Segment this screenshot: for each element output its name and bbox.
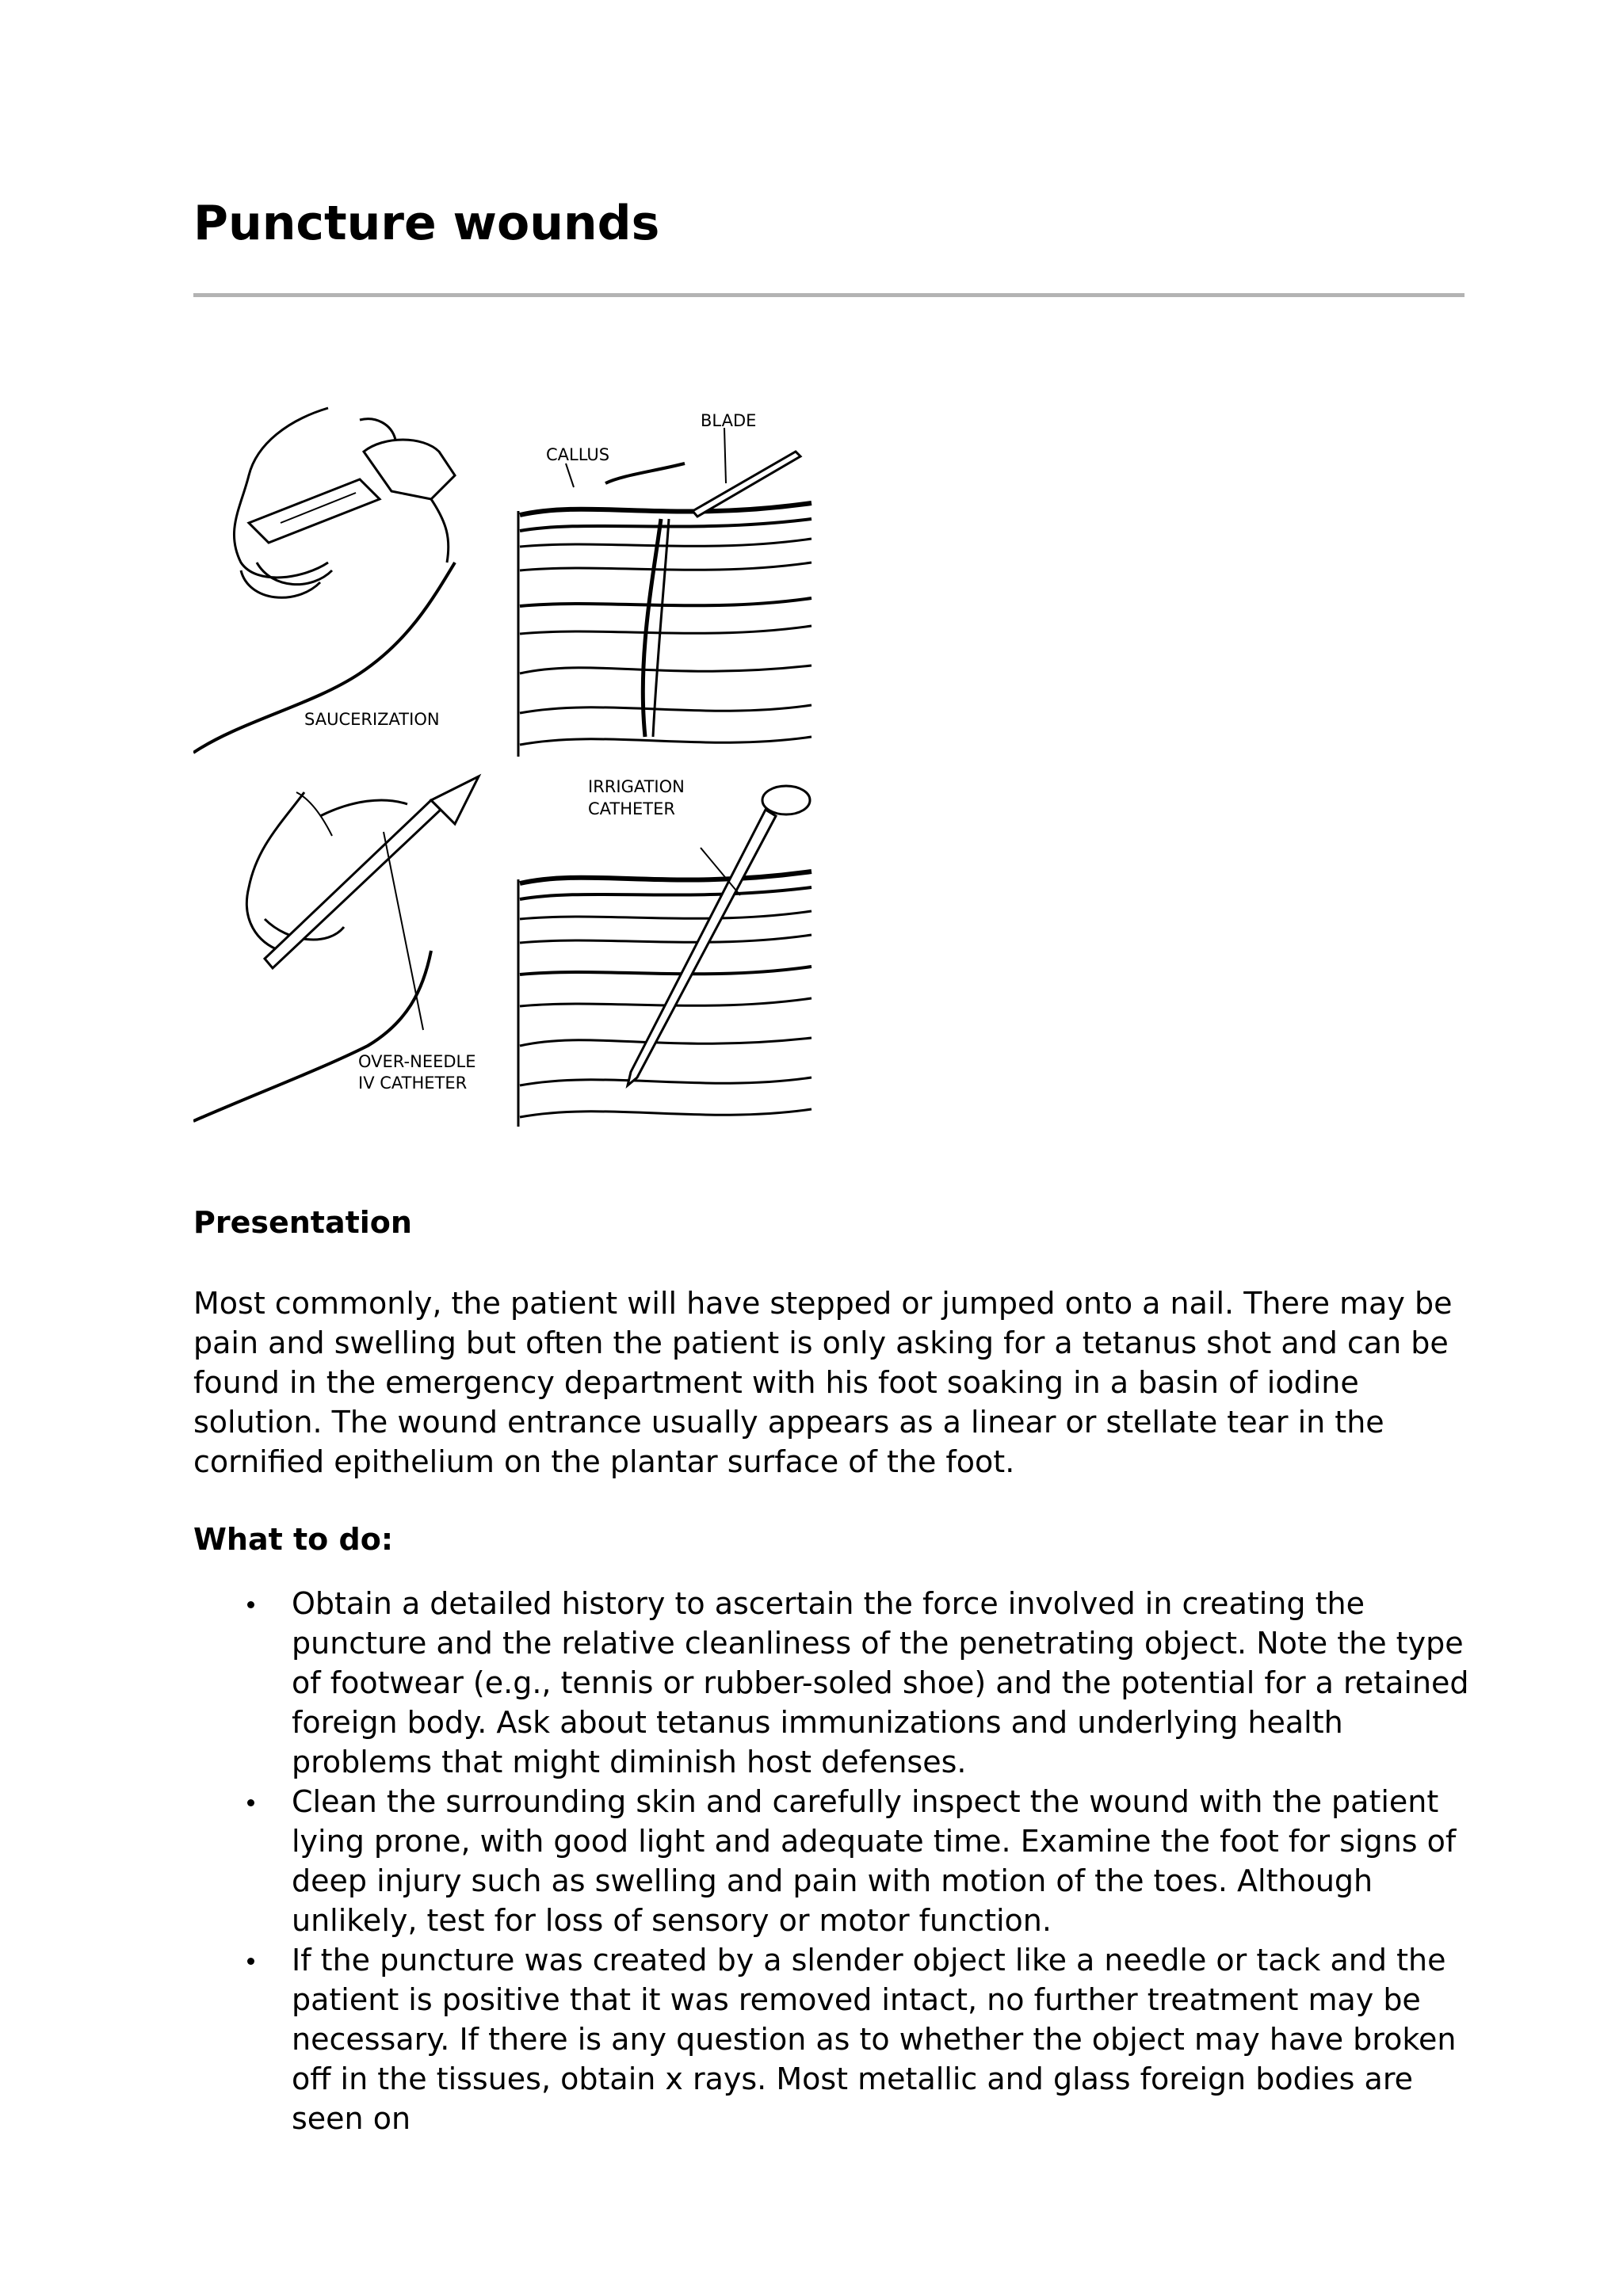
bullet-icon [247, 1958, 254, 1965]
irrigation-label-line1: IRRIGATION [588, 777, 685, 796]
bullet-icon [247, 1799, 254, 1806]
callus-label: CALLUS [546, 445, 610, 464]
needle-label-line2: IV CATHETER [358, 1074, 468, 1093]
irrigation-label-line2: CATHETER [588, 799, 675, 818]
saucerization-drawing [193, 408, 455, 753]
page-title: Puncture wounds [193, 196, 660, 251]
instructions-list [193, 1584, 1477, 2138]
skin-layers-bottom [518, 786, 812, 1128]
presentation-text: Most commonly, the patient will have stepped or jumped onto a nail. There may be pain and swelling but often the patient is only asking for a tetanus shot and can be found in the emergency department with his foot soaking in a basin of iodine solution. The wound entrance usually appears as a linear or stellate tear in the cornified epithelium on the plantar surface of the foot. [193, 1286, 1453, 1479]
what-to-do-heading: What to do: [193, 1522, 394, 1557]
list-item: Obtain a detailed history to ascertain the force involved in creating the puncture and the relative cleanliness of the penetrating object. Note the type of footwear (e.g., tennis or rubber-soled shoe) and the potential for a retained foreign body. Ask about tetanus immunizations and underlying health problems that might diminish host defenses. [193, 1584, 1477, 1782]
saucerization-label: SAUCERIZATION [304, 710, 440, 729]
presentation-heading: Presentation [193, 1205, 412, 1240]
blade-label: BLADE [701, 411, 757, 430]
needle-label-line1: OVER-NEEDLE [358, 1052, 476, 1071]
list-item: If the puncture was created by a slender object like a needle or tack and the patient is positive that it was removed intact, no further treatment may be necessary. If there is any question as to whether the object may have broken off in the tissues, obtain x rays. Most metallic and glass foreign bodies are seen on [193, 1940, 1477, 2138]
horizontal-divider [193, 293, 1465, 297]
bullet-icon [247, 1601, 254, 1608]
list-item: Clean the surrounding skin and carefully inspect the wound with the patient lying prone, with good light and adequate time. Examine the foot for signs of deep injury such as swelling and pain with motion of the toes. Although unlikely, test for loss of sensory or motor function. [193, 1782, 1477, 1940]
puncture-wound-illustration [193, 404, 813, 1128]
skin-layers-top [518, 428, 812, 757]
